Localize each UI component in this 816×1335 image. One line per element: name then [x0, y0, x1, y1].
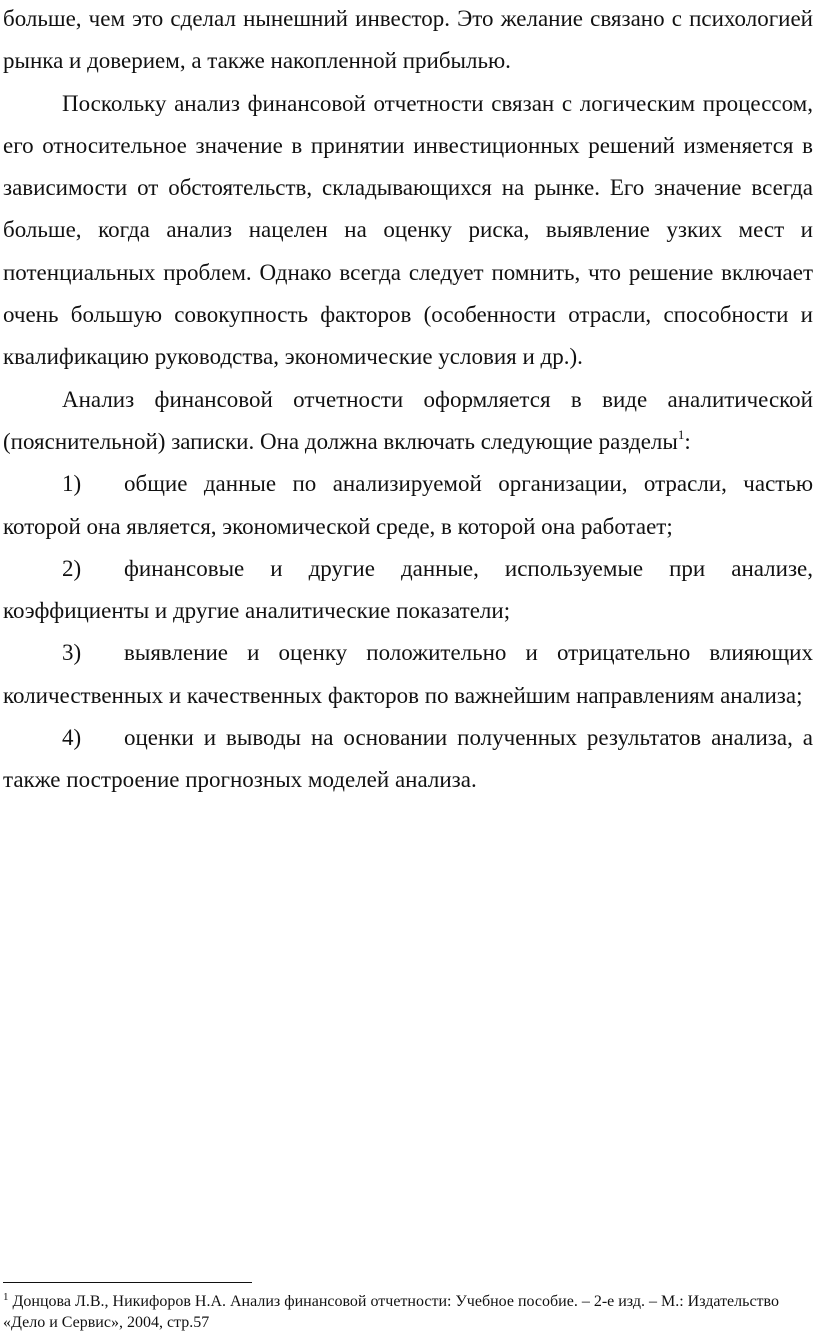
list-item [3, 548, 813, 633]
list-item [3, 463, 813, 548]
body-text [3, 0, 813, 802]
list-number: 4) [62, 725, 82, 751]
footnote [3, 1291, 813, 1333]
list-item [3, 632, 813, 717]
paragraph-text: Анализ финансовой отчетности оформляется в виде аналитической (пояснительной) записки. Она должна включать следующие разделы [3, 386, 813, 454]
list-number: 1) [62, 471, 82, 497]
paragraph-suffix: : [684, 428, 691, 454]
list-item-text: оценки и выводы на основании полученных результатов анализа, а также построение прогнозных моделей анализа. [3, 725, 813, 793]
list-item-text: общие данные по анализируемой организации, отрасли, частью которой она является, экономической среде, в которой она работает; [3, 471, 813, 539]
paragraph-with-footnote [3, 379, 813, 464]
paragraph-text: Поскольку анализ финансовой отчетности связан с логическим процессом, его относительное значение в принятии инвестиционных решений изменяется в зависимости от обстоятельств, складывающихся на рынке. Его значение всегда больше, когда анализ нацелен на оценку риска, выявление узких мест и потенциальных проблем. Однако всегда следует помнить, что решение включает очень большую совокупность факторов (особенности отрасли, способности и квалификацию руководства, экономические условия и др.). [3, 90, 813, 370]
list-item [3, 717, 813, 802]
footnote-ref[interactable]: 1 [677, 427, 685, 443]
footnote-marker: 1 [3, 1290, 9, 1303]
list-item-text: выявление и оценку положительно и отрицательно влияющих количественных и качественных факторов по важнейшим направлениям анализа; [3, 640, 813, 708]
footnote-divider [3, 1282, 252, 1283]
list-number: 3) [62, 640, 82, 666]
paragraph [3, 83, 813, 379]
list-number: 2) [62, 555, 82, 581]
list-item-text: финансовые и другие данные, используемые при анализе, коэффициенты и другие аналитические показатели; [3, 555, 813, 624]
paragraph-continued [3, 0, 813, 83]
paragraph-text: больше, чем это сделал нынешний инвестор. Это желание связано с психологией рынка и доверием, а также накопленной прибылью. [3, 6, 813, 74]
footnote-text: Донцова Л.В., Никифоров Н.А. Анализ финансовой отчетности: Учебное пособие. – 2-е изд. – М.: Издательство «Дело и Сервис», 2004, стр.57 [3, 1293, 779, 1331]
